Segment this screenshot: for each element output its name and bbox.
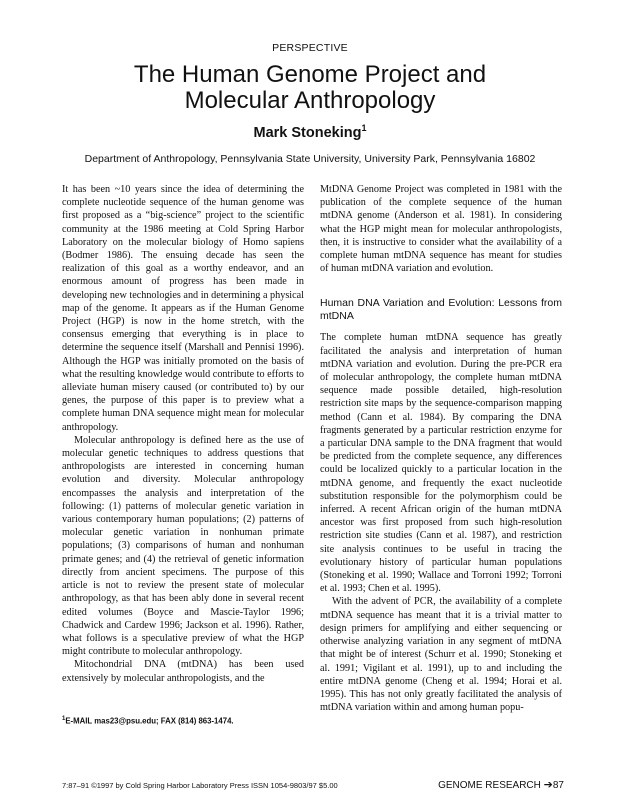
section-heading: Human DNA Variation and Evolution: Lessons from mtDNA bbox=[320, 297, 562, 323]
affiliation: Department of Anthropology, Pennsylvania State University, University Park, Pennsylvania 16802 bbox=[84, 153, 536, 165]
section-label: PERSPECTIVE bbox=[272, 42, 348, 54]
paragraph-intro: It has been ~10 years since the idea of determining the complete nucleotide sequence of the human genome was first proposed as a “big-science” project to the scientific community at the 1986 meeting at Cold Spring Harbor Laboratory on the molecular biology of Homo sapiens (Bodmer 1986). The ensuing decade has seen the realization of this goal as a worthy endeavor, and an enormous amount of progress has been made in developing new technologies and in determining a physical map of the genome. It appears as if the Human Genome Project (HGP) is now in the home stretch, with the consensus emerging that everything is in place to determine the sequence itself (Marshall and Pennisi 1996). Although the HGP was initially promoted on the basis of what the resulting knowledge would contribute to efforts to alleviate human misery caused (or contributed to) by our genes, the purpose of this paper is to preview what a complete human DNA sequence might mean for molecular anthropology. bbox=[62, 184, 304, 433]
footer-journal bbox=[438, 778, 564, 791]
left-column bbox=[62, 183, 304, 685]
author-line bbox=[0, 123, 620, 141]
arrow-icon: ➔ bbox=[543, 779, 553, 791]
footnote-text: E-MAIL mas23@psu.edu; FAX (814) 863-1474. bbox=[65, 716, 234, 726]
paragraph-mtdna: Mitochondrial DNA (mtDNA) has been used extensively by molecular anthropologists, and the bbox=[62, 659, 304, 684]
right-column bbox=[320, 183, 562, 714]
footnote-marker: 1 bbox=[62, 716, 66, 722]
footnote bbox=[62, 716, 234, 726]
paragraph-pcr: With the advent of PCR, the availability of a complete mtDNA sequence has meant that it is a trivial matter to design primers for amplifying and either sequencing or otherwise analyzing variation in any segment of mtDNA that might be of interest (Schurr et al. 1990; Stoneking et al. 1991; Vigilant et al. 1991), up to and including the entire mtDNA genome (Cheng et al. 1994; Horai et al. 1995). This has not only greatly facilitated the analysis of mtDNA variation within and among human popu- bbox=[320, 596, 562, 714]
footer-citation: 7:87–91 ©1997 by Cold Spring Harbor Laboratory Press ISSN 1054-9803/97 $5.00 bbox=[62, 781, 338, 790]
paragraph-molecular-anthropology: Molecular anthropology is defined here as the use of molecular genetic techniques to address questions that anthropologists are interested in concerning human evolution and diversity. Molecular anthropology encompasses the analysis and interpretation of the following: (1) patterns of molecular genetic variation in various contemporary human populations; (2) patterns of molecular genetic variation in nonhuman primate populations; (3) comparisons of human and nonhuman primate genes; and (4) the retrieval of genetic information directly from ancient specimens. The purpose of this article is not to review the present state of molecular anthropology, as that has been ably done in several recent edited volumes (Boyce and Mascie-Taylor 1996; Chadwick and Cardew 1996; Jackson et al. 1996). Rather, what follows is a speculative preview of what the HGP might contribute to molecular anthropology. bbox=[62, 434, 304, 658]
paragraph-mtdna-genome: MtDNA Genome Project was completed in 1981 with the publication of the complete sequence of the human mtDNA genome (Anderson et al. 1981). In considering what the HGP might mean for molecular anthropologists, then, it is instructive to consider what the availability of a complete human mtDNA sequence has meant for studies of human mtDNA variation and evolution. bbox=[320, 184, 562, 275]
title-line-1: The Human Genome Project and bbox=[133, 61, 487, 88]
journal-name: GENOME RESEARCH bbox=[438, 780, 541, 791]
article-title bbox=[0, 62, 620, 114]
title-line-2: Molecular Anthropology bbox=[184, 87, 436, 114]
page-number: 87 bbox=[552, 780, 564, 791]
paragraph-variation: The complete human mtDNA sequence has greatly facilitated the analysis and interpretation of human mtDNA variation and evolution. During the pre-PCR era of molecular anthropology, the complete human mtDNA sequence made possible detailed, high-resolution restriction site maps by the sequence-comparison mapping method (Cann et al. 1984). By comparing the DNA fragments generated by a particular restriction enzyme for a particular DNA sample to the DNA fragment that would be predicted from the complete sequence, any differences could be localized quickly to a particular location in the mtDNA genome, and frequently the exact nucleotide substitution responsible for the polymorphism could be inferred. A recent African origin of the human mtDNA ancestor was first proposed from such high-resolution restriction site studies (Cann et al. 1987), and restriction site analysis continues to be useful in tracing the evolutionary history of particular human populations (Stoneking et al. 1990; Wallace and Torroni 1992; Torroni et al. 1993; Chen et al. 1995). bbox=[320, 332, 562, 595]
author-footnote-marker: 1 bbox=[361, 123, 367, 133]
author-name: Mark Stoneking bbox=[253, 124, 362, 141]
